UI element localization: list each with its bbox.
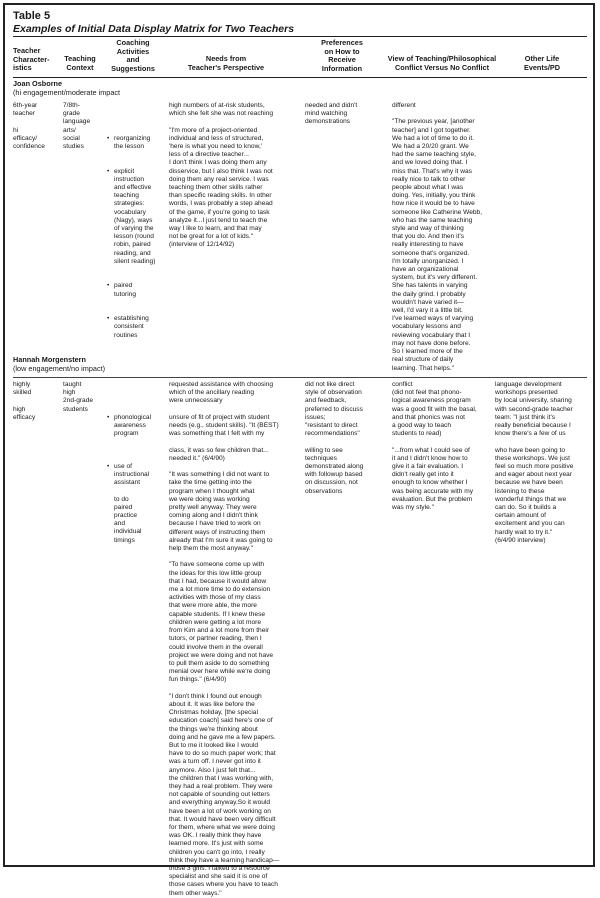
- coaching-item: • establishing consistent routines: [114, 315, 164, 340]
- coaching-item: • phonological awareness program: [114, 414, 164, 439]
- teacher-1-coaching: [106, 102, 164, 365]
- teacher-1-needs: high numbers of at-risk students, which she felt she was not reaching "I'm more of a project-oriented individual and less of structured, 'here is what you need to know,' less of a directive teacher... I don't think I was doing them any disservice, but I also think I was not doing them any real service. I was teaching them other skills rather than specific reading skills. In other words, I was probably a step ahead of the game, if you're going to task analyze it...I just tend to teach the way I like to learn, and that may not be great for a lot of kids." (interview of 12/14/92): [169, 102, 274, 249]
- teacher-1-characteristics: 6th-year teacher hi efficacy/ confidence: [13, 102, 45, 151]
- teacher-2-preferences: did not like direct style of observation and feedback, preferred to discuss issues; "resistant to direct recommendations" willing to see techniques demonstrated along with followup based on discussion, not observations: [305, 381, 364, 495]
- coaching-item: • paired tutoring: [114, 282, 164, 298]
- teacher-2-characteristics: highly skilled high efficacy: [13, 381, 36, 421]
- teacher-2-coaching: [106, 381, 164, 569]
- teacher-2-other-life-events: language development workshops presented by local university, sharing with second-grade teacher team: "I just think it's really beneficial because I know there's a few of us who have been going to these workshops. We just feel so much more positive and eager about next year because we have been listening to these wonderful things that we can do. So it builds a certain amount of excitement and you can hardly wait to try it." (6/4/90 interview): [495, 381, 574, 544]
- teacher-2-context: taught high 2nd-grade students: [63, 381, 94, 413]
- header-coaching-activities: Coaching Activities and Suggestions: [111, 38, 155, 73]
- coaching-item: • explicit instruction and effective teaching strategies: vocabulary (Nagy), ways of varying the lesson (round robin, paired reading, and silent reading): [114, 168, 164, 266]
- header-teacher-characteristics: Teacher Character- istics: [13, 46, 50, 73]
- coaching-item: • use of instructional assistant to do paired practice and individual timings: [114, 463, 164, 545]
- table-label: Table 5: [13, 10, 51, 22]
- teacher-impact: (low engagement/no impact): [13, 363, 106, 373]
- teacher-1-context: 7/8th- grade language arts/ social studies: [63, 102, 91, 151]
- teacher-1-heading: [13, 80, 120, 98]
- teacher-1-view: different "The previous year, [another teacher] and I got together. We had a lot of time to do it. We had a 20/20 grant. We had the same teaching style, and we loved doing that. I miss that. That's why it was really nice to talk to other people about what I was doing. Yes, initially, you think how nice it would be to have someone like Catherine Webb, who has the same teaching style and way of thinking that you do. And then it's really interesting to have someone that's organized. I'm totally unorganized. I have an organizational system, but it's very different. She has talents in varying the daily grind. I probably wouldn't have varied it— well, I'd vary it a little bit. I've learned ways of varying vocabulary lessons and reviewing vocabulary that I may not have done before. So I learned more of the real structure of daily learning. That helps.": [392, 102, 483, 372]
- header-rule: [13, 77, 587, 78]
- header-preferences: Preferences on How to Receive Information: [321, 38, 363, 73]
- header-view-of-teaching: View of Teaching/Philosophical Conflict Versus No Conflict: [387, 54, 497, 72]
- teacher-2-heading: [13, 356, 105, 374]
- teacher-2-rule: [13, 377, 587, 378]
- coaching-item: • reorganizing the lesson: [114, 135, 164, 151]
- header-other-life-events: Other Life Events/PD: [523, 54, 561, 72]
- teacher-1-preferences: needed and didn't mind watching demonstrations: [305, 102, 358, 126]
- teacher-name: Hannah Morgenstern: [13, 355, 86, 364]
- teacher-2-needs: requested assistance with choosing which of the ancillary reading were unnecessary unsure of fit of project with student needs (e.g., student skills). "It (BEST) was something that I felt with my class, it was so few children that... needed it." (6/4/90) "It was something I did not want to take the time getting into the program when I thought what we were doing was working pretty well anyway. They were coming along and I didn't think because I have tried to work on different ways of instructing them already that I'm sure it was going to help them the most anyway." "To have someone come up with the ideas for this low little group that I had, because it would allow me a lot more time to do extension activities with those of my class that were more able, the more capable students. If I knew these children were getting a lot more from Kim and a lot more from their tutors, or partner reading, then I could involve them in the overall project we were doing and not have to pull them aside to do something menial over here while we're doing fun things." (6/4/90) "I don't think I found out enough about it. It was like before the Christmas holiday, [the special education coach] said here's one of the things we're thinking about doing and he gave me a few papers. But to me it looked like I would have to do so much paper work; that was a turn off. I never got into it anymore. Also I just felt that... the children that I was working with, they had a real problem. They were not capable of sounding out letters and everything anyway.So it would have been a lot of work working on that. It would have been very difficult for them, where what we were doing was OK. I really think they have learned more. It's just with some children you can't go into, I really think they have a learning handicap— those 3 girls. I talked to a resource specialist and she said it is one of those cases where you have to teach them other ways.": [169, 381, 280, 897]
- teacher-name: Joan Osborne: [13, 79, 63, 88]
- header-teaching-context: Teaching Context: [64, 54, 96, 72]
- teacher-2-view: conflict (did not feel that phono- logical awareness program was a good fit with the basal, and that phonics was not a good way to teach students to read) "...from what I could see of it and I didn't know how to give it a fair evaluation. I didn't really get into it enough to know whether I was being accurate with my evaluation. But the problem was my style.": [392, 381, 477, 512]
- teacher-impact: (hi engagement/moderate impact: [13, 87, 121, 97]
- table-title: Examples of Initial Data Display Matrix for Two Teachers: [13, 23, 295, 35]
- title-rule: [13, 36, 587, 37]
- header-needs: Needs from Teacher's Perspective: [187, 54, 265, 72]
